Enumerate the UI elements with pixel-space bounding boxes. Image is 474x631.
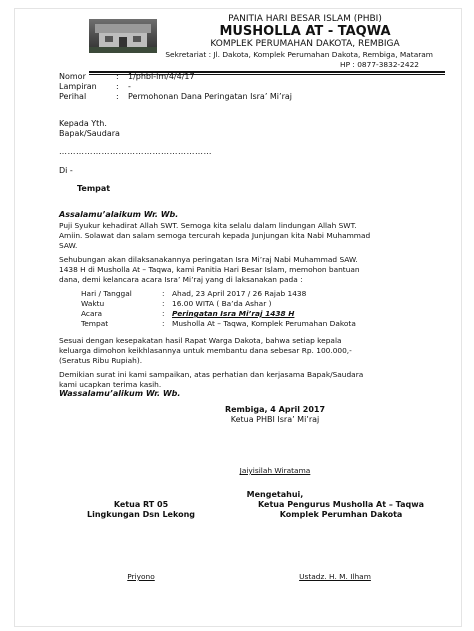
event-tempat-label: Tempat <box>81 319 109 328</box>
event-acara-value: Peringatan Isra Mi’raj 1438 H <box>172 309 295 318</box>
paragraph-4-line-1: Demikian surat ini kami sampaikan, atas perhatian dan kerjasama Bapak/Saudara <box>59 370 364 379</box>
perihal-label: Perihal <box>59 92 87 101</box>
letterhead-secretariat: Sekretariat : Jl. Dakota, Komplek Perumahan Dakota, Rembiga, Mataram <box>165 50 433 59</box>
event-waktu-label: Waktu <box>81 299 105 308</box>
event-acara-colon: : <box>162 309 165 318</box>
musholla-logo-image <box>89 19 157 53</box>
letter-page <box>14 8 462 627</box>
pengurus-title: Ketua Pengurus Musholla At – Taqwa <box>258 500 424 509</box>
rt-signatory-name: Priyono <box>127 572 155 581</box>
paragraph-3-line-1: Sesuai dengan kesepakatan hasil Rapat Warga Dakota, bahwa setiap kepala <box>59 336 342 345</box>
recipient-di: Di - <box>59 166 73 175</box>
nomor-label: Nomor <box>59 72 86 81</box>
event-hari-colon: : <box>162 289 165 298</box>
nomor-value: 1/phbi-im/4/4/17 <box>128 72 195 81</box>
event-hari-label: Hari / Tanggal <box>81 289 132 298</box>
perihal-colon: : <box>116 92 119 101</box>
pengurus-subtitle: Komplek Perumhan Dakota <box>279 510 403 519</box>
pengurus-signatory-name: Ustadz. H. M. Ilham <box>299 572 371 581</box>
letterhead-address: KOMPLEK PERUMAHAN DAKOTA, REMBIGA <box>210 39 400 49</box>
perihal-value: Permohonan Dana Peringatan Isra’ Mi’raj <box>128 92 292 101</box>
recipient-line1: Kepada Yth. <box>59 119 107 128</box>
nomor-colon: : <box>116 72 119 81</box>
recipient-tempat: Tempat <box>77 184 111 193</box>
paragraph-1-line-1: Puji Syukur kehadirat Allah SWT. Semoga kita selalu dalam lindungan Allah SWT. <box>59 221 357 230</box>
place-date: Rembiga, 4 April 2017 <box>224 405 326 414</box>
rt-title: Ketua RT 05 <box>113 500 169 509</box>
salam-closing: Wassalamu’alikum Wr. Wb. <box>59 389 181 398</box>
letterhead-org: PANITIA HARI BESAR ISLAM (PHBI) <box>228 14 382 24</box>
mengetahui-label: Mengetahui, <box>246 490 304 499</box>
lampiran-value: - <box>128 82 131 91</box>
paragraph-1-line-2: Amiin. Solawat dan salam semoga tercurah kepada Junjungan kita Nabi Muhammad <box>59 231 371 240</box>
paragraph-4-line-2: kami ucapkan terima kasih. <box>59 380 162 389</box>
paragraph-2-line-3: dana, demi kelancara acara Isra’ Mi’raj yang di laksanakan pada : <box>59 275 303 284</box>
paragraph-2-line-1: Sehubungan akan dilaksanakannya peringatan Isra Mi’raj Nabi Muhammad SAW. <box>59 255 358 264</box>
lampiran-colon: : <box>116 82 119 91</box>
rt-subtitle: Lingkungan Dsn Lekong <box>86 510 195 519</box>
event-acara-label: Acara <box>81 309 103 318</box>
event-waktu-colon: : <box>162 299 165 308</box>
letterhead-title: MUSHOLLA AT - TAQWA <box>219 24 391 39</box>
ketua-phbi-title: Ketua PHBI Isra’ Mi’raj <box>230 415 320 424</box>
event-waktu-value: 16.00 WITA ( Ba’da Ashar ) <box>172 299 272 308</box>
paragraph-3-line-3: (Seratus Ribu Rupiah). <box>59 356 143 365</box>
salam-opening: Assalamu’alaikum Wr. Wb. <box>59 210 179 219</box>
event-tempat-value: Musholla At – Taqwa, Komplek Perumahan Dakota <box>172 319 356 328</box>
paragraph-3-line-2: keluarga dimohon keikhlasannya untuk membantu dana sebesar Rp. 100.000,- <box>59 346 352 355</box>
lampiran-label: Lampiran <box>59 82 97 91</box>
recipient-dots: ……………………………………………… <box>59 147 212 156</box>
paragraph-2-line-2: 1438 H di Musholla At – Taqwa, kami Panitia Hari Besar Islam, memohon bantuan <box>59 265 360 274</box>
event-hari-value: Ahad, 23 April 2017 / 26 Rajab 1438 <box>172 289 307 298</box>
ketua-phbi-name: Jaiyisilah Wiratama <box>239 466 311 475</box>
letterhead-phone: HP : 0877-3832-2422 <box>340 60 419 69</box>
paragraph-1-line-3: SAW. <box>59 241 78 250</box>
event-tempat-colon: : <box>162 319 165 328</box>
recipient-line2: Bapak/Saudara <box>59 129 120 138</box>
